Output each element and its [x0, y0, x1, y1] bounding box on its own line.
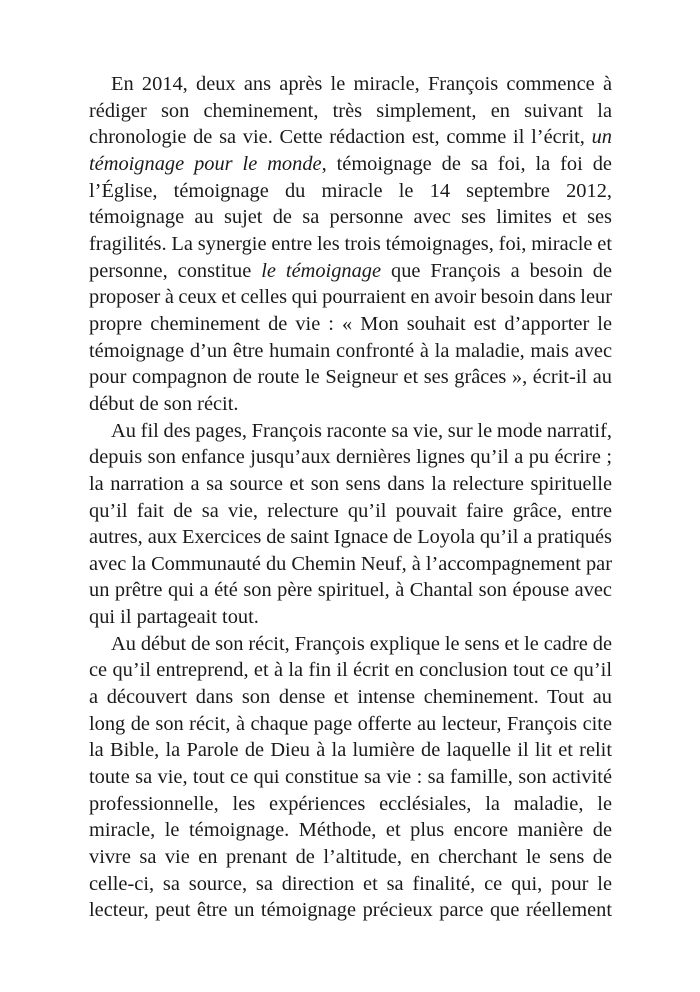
text-segment: celle-ci, sa source, sa direction et sa finalité, ce qui, pour le: [89, 872, 612, 895]
text-line: [89, 711, 612, 738]
text-line-content: [89, 606, 259, 628]
text-line: [89, 844, 612, 871]
text-line-content: [89, 366, 612, 388]
text-segment: qu’il fait de sa vie, relecture qu’il pouvait faire grâce, entre: [89, 499, 612, 522]
text-line: [89, 391, 612, 418]
text-line-content: [89, 659, 612, 681]
text-line-content: [89, 260, 612, 282]
text-line-content: [89, 500, 612, 522]
text-line-content: [89, 686, 612, 708]
text-segment: depuis son enfance jusqu’aux dernières lignes qu’il a pu écrire ;: [89, 446, 612, 469]
text-line: [89, 684, 612, 711]
paragraph: [89, 71, 612, 418]
text-line: [89, 791, 612, 818]
text-line: [89, 338, 612, 365]
text-line: [89, 498, 612, 525]
text-segment: fragilités. La synergie entre les trois témoignages, foi, miracle et: [89, 232, 612, 255]
text-line-content: [89, 819, 612, 841]
text-line-content: [89, 180, 612, 202]
text-line: [89, 124, 612, 151]
text-segment: toute sa vie, tout ce qui constitue sa vie : sa famille, son activité: [89, 766, 612, 789]
text-line: [89, 444, 612, 471]
text-line-content: [89, 553, 612, 575]
text-line-content: [89, 153, 612, 175]
text-line: [89, 364, 612, 391]
text-line: [89, 311, 612, 338]
text-segment: propre cheminement de vie : « Mon souhait est d’apporter le: [89, 312, 612, 335]
text-segment: la Bible, la Parole de Dieu à la lumière de laquelle il lit et relit: [89, 739, 612, 762]
text-segment: rédiger son cheminement, très simplement, en suivant la: [89, 99, 612, 122]
text-segment: que François a besoin de: [381, 259, 612, 282]
text-line: [89, 524, 612, 551]
text-line: [89, 204, 612, 231]
text-segment: ce qu’il entreprend, et à la fin il écrit en conclusion tout ce qu’il: [89, 659, 612, 682]
text-segment: a découvert dans son dense et intense cheminement. Tout au: [89, 686, 612, 709]
text-segment: l’Église, témoignage du miracle le 14 septembre 2012,: [89, 179, 612, 202]
text-line-content: [111, 73, 612, 95]
text-segment: vivre sa vie en prenant de l’altitude, en cherchant le sens de: [89, 846, 612, 869]
text-line: [89, 284, 612, 311]
text-line: [89, 764, 612, 791]
text-line: [89, 71, 612, 98]
text-segment: témoignage au sujet de sa personne avec ses limites et ses: [89, 206, 612, 229]
text-line-content: [89, 739, 612, 761]
text-line: [89, 231, 612, 258]
text-segment: , témoignage de sa foi, la foi de: [321, 152, 612, 175]
text-segment: pour compagnon de route le Seigneur et ses grâces », écrit-il au: [89, 366, 612, 389]
text-line-content: [89, 713, 612, 735]
text-segment: qui il partageait tout.: [89, 606, 259, 629]
text-line: [89, 817, 612, 844]
text-line: [89, 871, 612, 898]
text-line-content: [89, 100, 612, 122]
text-segment: témoignage d’un être humain confronté à la maladie, mais avec: [89, 339, 612, 362]
text-line-content: [89, 286, 612, 308]
text-segment: En 2014, deux ans après le miracle, François commence à: [111, 73, 612, 95]
text-segment: long de son récit, à chaque page offerte au lecteur, François cite: [89, 712, 612, 735]
italic-text: un: [591, 126, 612, 149]
text-segment: professionnelle, les expériences ecclésiales, la maladie, le: [89, 792, 612, 815]
text-line: [89, 657, 612, 684]
text-line-content: [89, 126, 612, 148]
text-segment: chronologie de sa vie. Cette rédaction est, comme il l’écrit,: [89, 126, 592, 149]
text-segment: Au fil des pages, François raconte sa vie, sur le mode narratif,: [111, 419, 612, 442]
text-line: [89, 604, 612, 631]
text-line-content: [89, 793, 612, 815]
text-line-content: [111, 633, 612, 655]
text-segment: avec la Communauté du Chemin Neuf, à l’accompagnement par: [89, 552, 612, 575]
text-line-content: [89, 393, 239, 415]
text-line-content: [89, 446, 612, 468]
italic-text: témoignage pour le monde: [89, 152, 322, 175]
text-line-content: [89, 340, 612, 362]
text-line: [89, 98, 612, 125]
text-line-content: [89, 233, 612, 255]
text-line-content: [89, 313, 612, 335]
page-body-text: [89, 71, 612, 924]
text-segment: début de son récit.: [89, 392, 239, 415]
text-segment: personne, constitue: [89, 259, 262, 282]
text-line: [89, 471, 612, 498]
text-line: [89, 151, 612, 178]
text-line: [89, 258, 612, 285]
text-segment: un prêtre qui a été son père spirituel, à Chantal son épouse avec: [89, 579, 612, 602]
text-line-content: [111, 420, 612, 442]
text-line-content: [89, 846, 612, 868]
paragraph: [89, 631, 612, 924]
text-line: [89, 631, 612, 658]
text-line-content: [89, 899, 612, 921]
text-line: [89, 897, 612, 924]
italic-text: le témoignage: [261, 259, 382, 282]
text-segment: lecteur, peut être un témoignage précieux parce que réellement: [89, 899, 612, 922]
text-line: [89, 737, 612, 764]
text-line: [89, 418, 612, 445]
text-segment: la narration a sa source et son sens dans la relecture spirituelle: [89, 472, 612, 495]
text-line-content: [89, 526, 612, 548]
text-line: [89, 551, 612, 578]
paragraph: [89, 418, 612, 631]
text-line-content: [89, 579, 612, 601]
text-segment: proposer à ceux et celles qui pourraient en avoir besoin dans leur: [89, 286, 612, 309]
text-segment: Au début de son récit, François explique le sens et le cadre de: [111, 632, 612, 655]
text-line-content: [89, 206, 612, 228]
text-segment: autres, aux Exercices de saint Ignace de Loyola qu’il a pratiqués: [89, 526, 612, 549]
text-line: [89, 577, 612, 604]
text-line-content: [89, 766, 612, 788]
text-line-content: [89, 873, 612, 895]
text-segment: miracle, le témoignage. Méthode, et plus encore manière de: [89, 819, 612, 842]
text-line: [89, 178, 612, 205]
text-line-content: [89, 473, 612, 495]
